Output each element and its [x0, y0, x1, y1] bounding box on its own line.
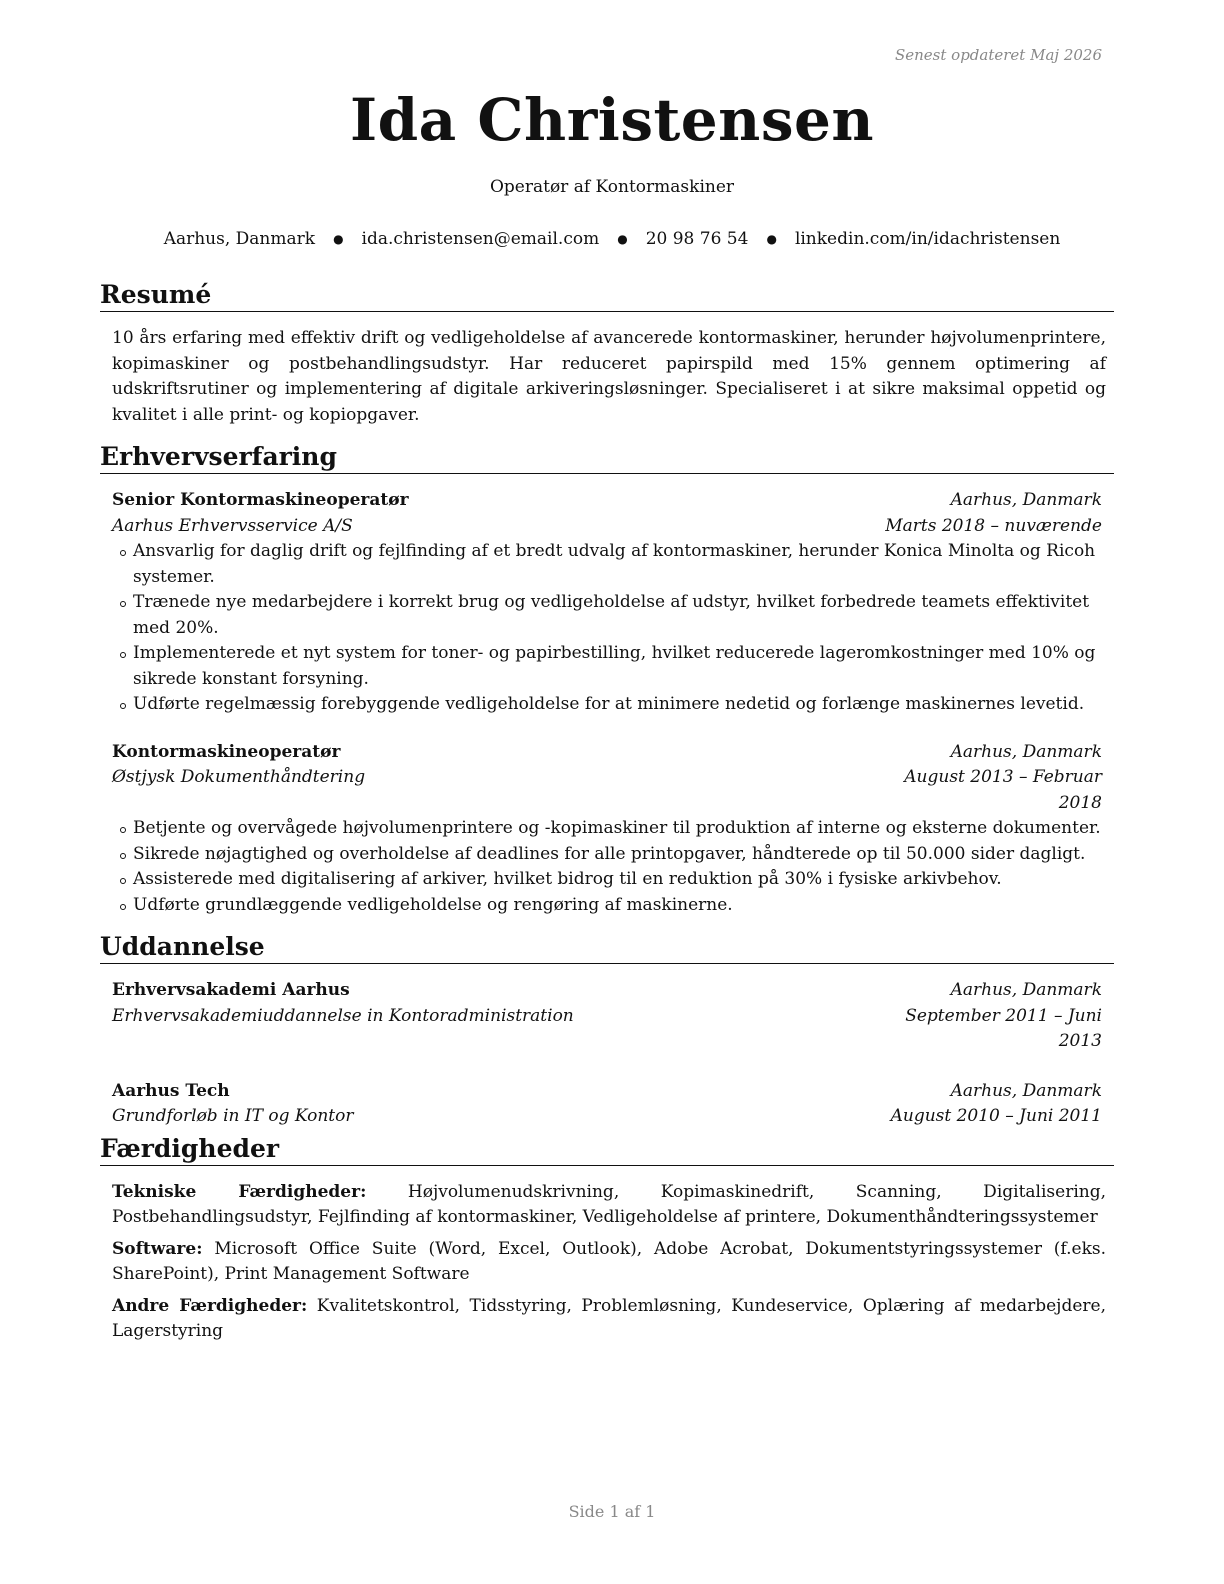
section-heading-experience: Erhvervserfaring — [100, 442, 1114, 474]
skill-text: Microsoft Office Suite (Word, Excel, Outlook), Adobe Acrobat, Dokumentstyringssystemer (f.eks. SharePoint), Print Management Software — [112, 1238, 1106, 1284]
contact-line — [0, 229, 1224, 249]
contact-phone[interactable]: 20 98 76 54 — [645, 229, 749, 249]
degree: Erhvervsakademiuddannelse in Kontoradministration — [112, 1005, 574, 1026]
skill-label: Tekniske Færdigheder: — [112, 1181, 367, 1202]
job-entry — [112, 740, 1102, 817]
job-bullets — [100, 816, 1110, 918]
job-title: Operatør af Kontormaskiner — [489, 177, 735, 197]
list-item: Implementerede et nyt system for toner- og papirbestilling, hvilket reducerede lageromkostninger med 10% og sikrede konstant forsyning. — [120, 641, 1104, 692]
list-item: Assisterede med digitalisering af arkiver, hvilket bidrog til en reduktion på 30% i fysiske arkivbehov. — [120, 867, 1110, 893]
section-heading-summary: Resumé — [100, 280, 1114, 312]
skill-group — [112, 1237, 1106, 1288]
job-location: Aarhus, Danmark — [950, 490, 1102, 510]
education-entry — [112, 1079, 1102, 1130]
skill-group — [112, 1294, 1106, 1345]
education-dates: September 2011 – Juni 2013 — [905, 1005, 1102, 1051]
job-bullets — [100, 539, 1104, 718]
bullet-separator: ● — [333, 232, 344, 246]
job-dates: Marts 2018 – nuværende — [885, 515, 1102, 536]
last-updated: Senest opdateret Maj 2026 — [894, 46, 1102, 64]
contact-linkedin[interactable]: linkedin.com/in/idachristensen — [794, 229, 1061, 249]
summary-text: 10 års erfaring med effektiv drift og vedligeholdelse af avancerede kontormaskiner, herunder højvolumenprintere, kopimaskiner og postbehandlingsudstyr. Har reduceret papirspild med 15% gennem optimering af udskriftsrutiner og implementering af digitale arkiveringsløsninger. Specialiseret i at sikre maksimal oppetid og kvalitet i alle print- og kopiopgaver. — [112, 328, 1106, 425]
bullet-separator: ● — [617, 232, 628, 246]
bullet-separator: ● — [766, 232, 777, 246]
list-item: Ansvarlig for daglig drift og fejlfinding af et bredt udvalg af kontormaskiner, herunder Konica Minolta og Ricoh systemer. — [120, 539, 1104, 590]
skill-text: Højvolumenudskrivning, Kopimaskinedrift, Scanning, Digitalisering, Postbehandlingsudstyr, Fejlfinding af kontormaskiner, Vedligeholdelse af printere, Dokumenthåndteringssystemer — [112, 1181, 1106, 1227]
school-name: Aarhus Tech — [112, 1080, 230, 1101]
job-location: Aarhus, Danmark — [950, 741, 1102, 762]
school-name: Erhvervsakademi Aarhus — [112, 980, 350, 1000]
skill-group — [112, 1180, 1106, 1231]
skill-label: Andre Færdigheder: — [112, 1295, 308, 1316]
job-title: Senior Kontormaskineoperatør — [112, 490, 409, 510]
section-heading-education: Uddannelse — [100, 932, 1114, 964]
education-entry — [112, 978, 1102, 1055]
list-item: Trænede nye medarbejdere i korrekt brug og vedligeholdelse af udstyr, hvilket forbedrede teamets effektivitet med 20%. — [120, 590, 1104, 641]
contact-email[interactable]: ida.christensen@email.com — [361, 229, 600, 249]
candidate-name: Ida Christensen — [349, 86, 875, 154]
job-dates: August 2013 – Februar 2018 — [904, 767, 1102, 813]
job-title: Kontormaskineoperatør — [112, 741, 341, 762]
school-location: Aarhus, Danmark — [950, 980, 1102, 1000]
list-item: Udførte regelmæssig forebyggende vedligeholdelse for at minimere nedetid og forlænge maskinernes levetid. — [120, 692, 1104, 718]
degree: Grundforløb in IT og Kontor — [112, 1106, 354, 1126]
skill-label: Software: — [112, 1238, 203, 1259]
list-item: Sikrede nøjagtighed og overholdelse af deadlines for alle printopgaver, håndterede op til 50.000 sider dagligt. — [120, 842, 1110, 868]
list-item: Udførte grundlæggende vedligeholdelse og rengøring af maskinerne. — [120, 893, 1110, 919]
contact-location: Aarhus, Danmark — [163, 229, 316, 249]
resume-content — [100, 280, 1114, 1351]
job-entry — [112, 488, 1102, 539]
section-heading-skills: Færdigheder — [100, 1134, 1114, 1166]
list-item: Betjente og overvågede højvolumenprintere og -kopimaskiner til produktion af interne og eksterne dokumenter. — [120, 816, 1110, 842]
education-dates: August 2010 – Juni 2011 — [890, 1106, 1102, 1126]
school-location: Aarhus, Danmark — [950, 1080, 1102, 1101]
company-name: Aarhus Erhvervsservice A/S — [112, 515, 353, 536]
skill-text: Kvalitetskontrol, Tidsstyring, Problemløsning, Kundeservice, Oplæring af medarbejdere, Lagerstyring — [112, 1295, 1106, 1341]
company-name: Østjysk Dokumenthåndtering — [112, 767, 366, 787]
page-number: Side 1 af 1 — [568, 1502, 656, 1521]
